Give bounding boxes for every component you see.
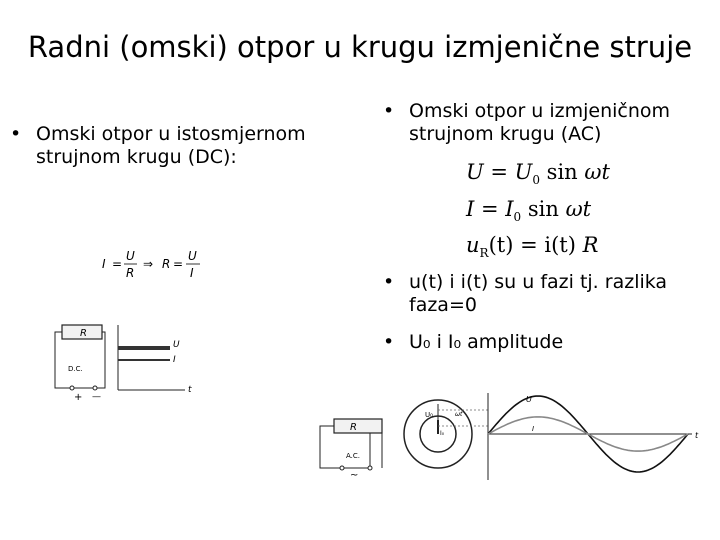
bullet-marker: • [383,271,395,293]
formula-current: $I = I_0$ sin ωt [466,197,592,225]
bullet-dc [10,123,310,169]
dc-ohm-formula [102,249,200,280]
ac-resistor [334,419,382,433]
dc-I-label: I [173,355,176,365]
dc-figure [40,240,220,410]
phasor-U0: U₀ [425,411,433,419]
formula-voltage: $U = U_0$ sin ωt [466,160,610,188]
slide-title: Radni (omski) otpor u krugu izmjenične struje [27,30,693,64]
dc-minus: — [92,392,101,402]
dc-source-label: D.C. [68,365,83,373]
ohm-I2: I [190,266,194,280]
ac-figure [310,378,710,488]
bullet-ac [383,100,718,146]
phasor-wt: ωt [455,411,463,418]
ohm-eq2: = [173,257,184,271]
bullet-phase-text: u(t) i i(t) su u fazi tj. razlika faza=0 [409,271,668,316]
ohm-I: I [102,257,106,271]
dc-resistor-label: R [80,328,87,339]
ac-resistor-label: R [350,422,357,433]
ac-U-label: U [526,395,532,404]
bullet-marker: • [383,331,395,353]
ac-t-label: t [695,431,699,440]
bullet-ac-text: Omski otpor u izmjeničnom strujnom krugu (AC) [409,100,671,145]
ohm-R: R [126,266,135,280]
bullet-dc-text: Omski otpor u istosmjernom strujnom krugu (DC): [36,123,306,168]
ac-source-label: A.C. [346,452,361,460]
ohm-U2: U [188,249,197,263]
ohm-eq1: = [112,257,123,271]
bullet-marker: • [10,123,22,145]
dc-plus: + [74,392,83,403]
formula-ohm-ac: $u_R(t) = i(t)$ R [466,233,599,261]
ohm-arrow: ⇒ [143,257,154,271]
ohm-U: U [126,249,135,263]
ac-tilde: ~ [350,470,359,481]
bullet-marker: • [383,100,395,122]
bullet-phase [383,271,718,317]
ohm-R2: R [162,257,171,271]
dc-U-label: U [173,340,180,350]
bullet-amplitude [383,331,718,354]
bullet-amplitude-text: U₀ i I₀ amplitude [409,331,564,353]
phasor-I0: I₀ [440,430,445,437]
dc-t-label: t [188,385,192,395]
ac-I-label: I [532,425,535,433]
